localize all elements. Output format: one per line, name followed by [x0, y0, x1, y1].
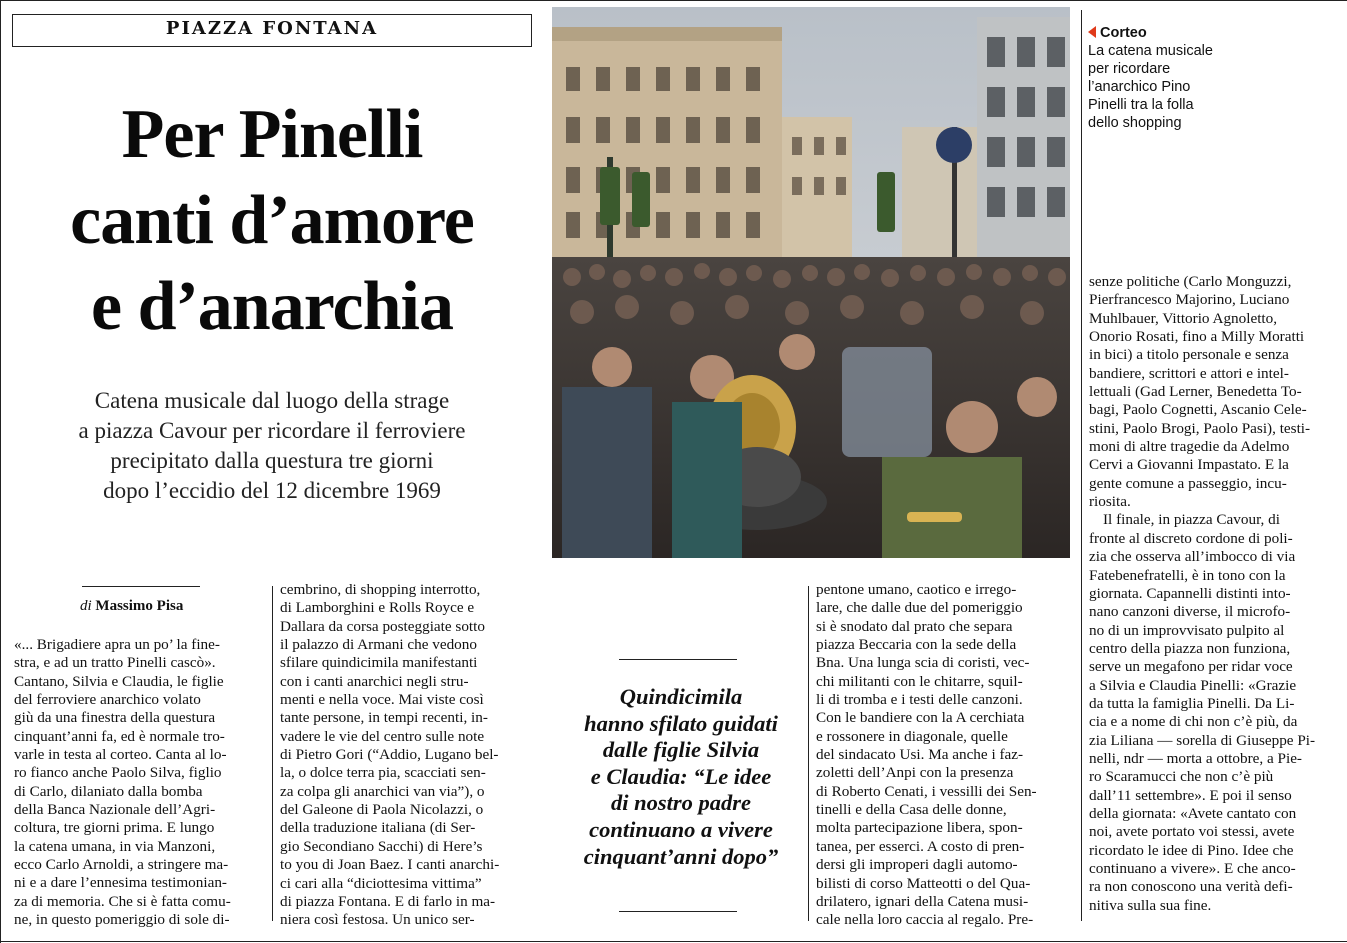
- body-column-2: [280, 581, 542, 930]
- body-line: tante persone, in tempi recenti, in-: [280, 709, 488, 727]
- pullquote-line: e Claudia: “Le idee: [590, 763, 772, 789]
- body-line: Onorio Rosati, fino a Milly Moratti: [1089, 328, 1305, 346]
- body-line: centro della piazza non funziona,: [1089, 639, 1291, 657]
- pullquote: [556, 684, 806, 870]
- column-divider-1: [272, 586, 273, 921]
- column-divider-2: [808, 586, 809, 921]
- body-line: piazza Beccaria con la sede della: [816, 636, 1017, 654]
- body-line: cinquant’anni fa, ed è normale tro-: [14, 727, 225, 745]
- body-line: stini, Paolo Brogi, Paolo Pasi), testi-: [1089, 419, 1311, 437]
- body-line: nitiva sulla sua fine.: [1089, 896, 1212, 914]
- body-line: tanea, per esserci. A costo di pren-: [816, 837, 1025, 855]
- body-line: e rossonere in diagonale, quelle: [816, 727, 1008, 745]
- body-line: ro Scaramucci che non c’è più: [1089, 768, 1274, 786]
- byline-rule: [82, 586, 200, 587]
- body-line: noi, avete portato voi stessi, avete: [1089, 823, 1295, 841]
- body-line: za di memoria. Che si è fatta comu-: [14, 892, 231, 910]
- body-line: la, o dolce terra pia, scacciati sen-: [280, 764, 486, 782]
- caption-line: l’anarchico Pino: [1088, 79, 1191, 95]
- headline: [12, 92, 532, 350]
- byline-prefix: di: [80, 598, 92, 614]
- body-line: molta partecipazione libera, spon-: [816, 819, 1023, 837]
- body-line: di piazza Fontana. E di farlo in ma-: [280, 892, 496, 910]
- body-line: ne, in questo pomeriggio di sole di-: [14, 911, 230, 929]
- subhead-line: precipitato dalla questura tre giorni: [110, 448, 434, 473]
- body-line: moni di altre tragedie da Adelmo: [1089, 438, 1290, 456]
- section-box-top: [12, 14, 532, 15]
- body-line: Cantano, Silvia e Claudia, le figlie: [14, 672, 224, 690]
- body-line: Muhlbauer, Vittorio Agnoletto,: [1089, 309, 1278, 327]
- body-line: lare, che dalle due del pomeriggio: [816, 599, 1023, 617]
- headline-line: e d’anarchia: [91, 268, 453, 345]
- body-line: serve un megafono per ridar voce: [1089, 658, 1293, 676]
- body-line: li di tromba e i testi delle canzoni.: [816, 691, 1023, 709]
- body-line: menti e nella voce. Mai viste così: [280, 691, 484, 709]
- page-border-top: [0, 0, 1347, 1]
- column-divider-3: [1081, 10, 1082, 921]
- body-line: a Silvia e Claudia Pinelli: «Grazie: [1089, 676, 1297, 694]
- body-line: Il finale, in piazza Cavour, di: [1103, 511, 1280, 529]
- body-line: coltura, tre giorni prima. E lungo: [14, 819, 215, 837]
- headline-line: canti d’amore: [70, 182, 474, 259]
- photo-caption: [1088, 24, 1288, 132]
- body-line: lettuali (Gad Lerner, Benedetta To-: [1089, 383, 1302, 401]
- pullquote-line: Quindicimila: [619, 684, 743, 709]
- pullquote-line: di nostro padre: [610, 790, 752, 816]
- body-line: in bici) a titolo personale e senza: [1089, 346, 1289, 364]
- body-line: riosita.: [1089, 493, 1131, 511]
- crowd-photo: [552, 7, 1070, 558]
- body-line: di Carlo, dilaniato dalla bomba: [14, 782, 203, 800]
- body-line: zia Liliana — sorella di Giuseppe Pi-: [1089, 731, 1316, 749]
- pullquote-rule-bottom: [619, 911, 737, 912]
- body-line: Fatebenefratelli, è in tono con la: [1089, 566, 1286, 584]
- body-column-3: [816, 581, 1074, 930]
- subheadline: [12, 386, 532, 506]
- body-line: con i canti anarchici negli stru-: [280, 672, 469, 690]
- body-line: del Galeone di Paola Nicolazzi, o: [280, 801, 484, 819]
- body-line: pentone umano, caotico e irrego-: [816, 581, 1017, 598]
- body-column-4: [1089, 273, 1339, 915]
- byline: [80, 598, 183, 615]
- body-line: cia e a nome di chi non c’è più, da: [1089, 713, 1298, 731]
- body-line: Dallara da corsa posteggiate sotto: [280, 617, 485, 635]
- body-line: zia che osserva all’imbocco di via: [1089, 548, 1296, 566]
- body-line: ci cari alla “diciottesima vittima”: [280, 874, 482, 892]
- body-line: di Roberto Cenati, i vessilli dei Sen-: [816, 782, 1037, 800]
- body-line: za colpa gli anarchici van via”), o: [280, 782, 485, 800]
- body-line: da tutta la famiglia Pinelli. Da Li-: [1089, 694, 1295, 712]
- body-line: tinelli e della Casa delle donne,: [816, 801, 1007, 819]
- caption-arrow-icon: [1088, 26, 1096, 38]
- body-line: sfilare quindicimila manifestanti: [280, 654, 478, 672]
- body-column-1: [14, 636, 266, 930]
- pullquote-line: dalle figlie Silvia: [602, 737, 760, 763]
- body-line: del sindacato Usi. Ma anche i faz-: [816, 746, 1024, 764]
- body-line: niera così festosa. Un unico ser-: [280, 911, 475, 929]
- body-line: della traduzione italiana (di Ser-: [280, 819, 476, 837]
- body-line: senze politiche (Carlo Monguzzi,: [1089, 273, 1292, 290]
- body-line: giornata. Capannelli distinti into-: [1089, 584, 1291, 602]
- caption-title: Corteo: [1100, 25, 1147, 41]
- body-line: no di un improvvisato pulpito al: [1089, 621, 1285, 639]
- body-line: del ferroviere anarchico volato: [14, 691, 201, 709]
- pullquote-line: continuano a vivere: [589, 816, 773, 842]
- body-line: bilisti di corso Matteotti o del Qua-: [816, 874, 1031, 892]
- body-line: dall’11 settembre». E poi il senso: [1089, 786, 1292, 804]
- body-line: cembrino, di shopping interrotto,: [280, 581, 481, 598]
- pullquote-rule-top: [619, 659, 737, 660]
- caption-line: Pinelli tra la folla: [1088, 97, 1194, 113]
- crowd-photo-illustration: [552, 7, 1070, 558]
- body-line: la catena umana, in via Manzoni,: [14, 837, 216, 855]
- body-line: ra non conoscono una verità defi-: [1089, 878, 1293, 896]
- body-line: «... Brigadiere apra un po’ la fine-: [14, 636, 220, 653]
- body-line: Con le bandiere con la A cerchiata: [816, 709, 1025, 727]
- body-line: gente comune a passeggio, incu-: [1089, 474, 1287, 492]
- body-line: Cervi a Giovanni Impastato. E la: [1089, 456, 1289, 474]
- caption-line: per ricordare: [1088, 61, 1171, 77]
- body-line: stra, e ad un tratto Pinelli cascò».: [14, 654, 216, 672]
- headline-line: Per Pinelli: [121, 96, 423, 173]
- section-label: PIAZZA FONTANA: [165, 18, 379, 39]
- page-border-left: [0, 0, 1, 943]
- body-line: nelli, ndr — morta a ottobre, a Pie-: [1089, 749, 1302, 767]
- body-line: ricordato le idee di Pino. Idee che: [1089, 841, 1294, 859]
- body-line: chi militanti con le chitarre, squil-: [816, 672, 1023, 690]
- page-border-bottom: [0, 941, 1347, 942]
- body-line: nano canzoni diverse, il microfo-: [1089, 603, 1291, 621]
- subhead-line: dopo l’eccidio del 12 dicembre 1969: [103, 478, 441, 503]
- body-line: Bna. Una lunga scia di coristi, vec-: [816, 654, 1030, 672]
- body-line: ecco Carlo Arnoldi, a stringere ma-: [14, 856, 229, 874]
- body-line: il palazzo di Armani che vedono: [280, 636, 477, 654]
- subhead-line: Catena musicale dal luogo della strage: [94, 388, 450, 413]
- body-line: fronte al discreto cordone di poli-: [1089, 529, 1293, 547]
- body-line: varle in testa al corteo. Canta al lo-: [14, 746, 227, 764]
- body-line: di Lamborghini e Rolls Royce e: [280, 599, 475, 617]
- body-line: ni e a dare l’ennesima testimonian-: [14, 874, 227, 892]
- body-line: cale nella loro caccia al regalo. Pre-: [816, 911, 1034, 929]
- body-line: drilatero, ignari della Catena musi-: [816, 892, 1029, 910]
- body-line: giù da una finestra della questura: [14, 709, 216, 727]
- body-line: bagi, Paolo Cognetti, Ascanio Cele-: [1089, 401, 1307, 419]
- byline-author: Massimo Pisa: [95, 598, 184, 614]
- body-line: dersi gli improperi dagli automo-: [816, 856, 1018, 874]
- body-line: vadere le vie del centro sulle note: [280, 727, 485, 745]
- body-line: ro fianco anche Paolo Silva, figlio: [14, 764, 222, 782]
- body-line: to you di Joan Baez. I canti anarchi-: [280, 856, 500, 874]
- caption-line: La catena musicale: [1088, 43, 1213, 59]
- body-line: della Banca Nazionale dell’Agri-: [14, 801, 216, 819]
- pullquote-line: cinquant’anni dopo”: [583, 843, 779, 869]
- body-line: di Pietro Gori (“Addio, Lugano bel-: [280, 746, 499, 764]
- body-line: continuano a vivere». E che anco-: [1089, 860, 1296, 877]
- subhead-line: a piazza Cavour per ricordare il ferroviere: [78, 418, 466, 443]
- body-line: bandiere, scrittori e attori e intel-: [1089, 364, 1289, 382]
- caption-line: dello shopping: [1088, 115, 1182, 131]
- body-line: gio Secondiano Sacchi) di Here’s: [280, 837, 483, 855]
- body-line: zoletti dell’Anpi con la presenza: [816, 764, 1014, 782]
- body-line: si è snodato dal prato che separa: [816, 617, 1013, 635]
- body-line: Pierfrancesco Majorino, Luciano: [1089, 291, 1290, 309]
- pullquote-line: hanno sfilato guidati: [584, 710, 778, 736]
- body-line: della giornata: «Avete cantato con: [1089, 804, 1297, 822]
